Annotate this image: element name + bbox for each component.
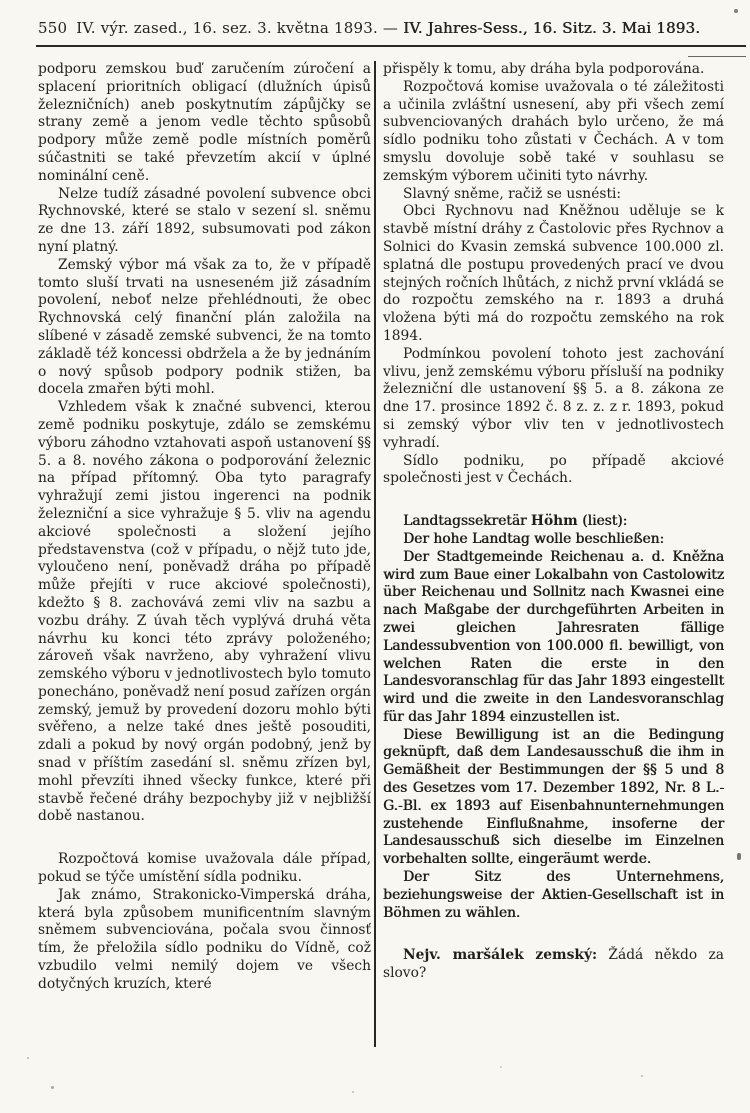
marshal-question-line [383, 947, 724, 983]
secretary-reading-line [383, 513, 724, 531]
column-divider [374, 61, 376, 1047]
left-column [38, 61, 371, 1047]
paragraph-german: Diese Bewilligung ist an die Bedingung geknüpft, daß dem Landesausschuß die ihm in Gemäßheit der Bestimmungen der §§ 5 und 8 des Gesetzes vom 17. Dezember 1892, Nr. 8 L.-G.-Bl. ex 1893 auf Eisenbahnunternehmungen zustehende Einflußnahme, insoferne der Landesausschuß sich dieselbe im Einzelnen vorbehalten sollte, eingeräumt werde. [383, 726, 724, 868]
paragraph: Sídlo podniku, po případě akciové společnosti jest v Čechách. [383, 452, 724, 487]
secretary-name: Höhm [530, 513, 578, 530]
ink-speck [734, 9, 738, 13]
right-column [383, 61, 724, 1047]
header-german-session: IV. Jahres-Sess., 16. Sitz. 3. Mai 1893. [403, 19, 701, 37]
ink-speck [641, 1075, 643, 1077]
paragraph: Rozpočtová komise uvažovala o té záležitosti a učinila zvláštní usnesení, aby při všech zemí subvenciovaných drahách bylo určeno, že má sídlo podniku toho zůstati v Čechách. A v tom smyslu dovoluje sobě také v souhlasu se zemským výborem učiniti tyto návrhy. [383, 78, 724, 184]
ink-speck [27, 1057, 29, 1059]
page-number: 550 [38, 19, 68, 37]
ink-speck [352, 1091, 354, 1093]
paragraph-german: Der Stadtgemeinde Reichenau a. d. Kněžna wird zum Baue einer Lokalbahn von Castolowitz über Reichenau und Sollnitz nach Kwasnei eine nach Maßgabe der durchgeführten Arbeiten in zwei gleichen Jahresraten fällige Landessubvention von 100.000 fl. bewilligt, von welchen Raten die erste in den Landesvoranschlag für das Jahr 1893 eingestellt wird und die zweite in den Landesvoranschlag für das Jahr 1894 einzustellen ist. [383, 548, 724, 725]
paragraph: podporu zemskou buď zaručením zúročení a splacení prioritních obligací (dlužních úpisů železničních) aneb poskytnutím zápůjčky se strany země a jenom vedle těchto spůsobů podpory může země podle místních poměrů súčastniti se také převzetím akcií v úplné nominální ceně. [38, 61, 371, 184]
two-column-text-block [38, 61, 724, 1047]
paragraph: přispěly k tomu, aby dráha byla podporována. [383, 61, 705, 77]
paragraph: Slavný sněme, račiž se usnésti: [403, 185, 622, 202]
header-rule [36, 45, 746, 47]
page-header [38, 19, 746, 37]
header-rule-dash [688, 56, 746, 57]
ink-speck [500, 1066, 502, 1068]
paragraph-german: Der Sitz des Unternehmens, beziehungsweise der Aktien-Gesellschaft ist in Böhmen zu wählen. [383, 869, 724, 921]
secretary-action: (liest): [577, 513, 628, 530]
ink-speck [51, 1086, 54, 1089]
paragraph: Jak známo, Strakonicko-Vimperská dráha, která byla způsobem munificentním slavným sněmem subvenciována, počala svou činnosť tím, že přeložila sídlo podniku do Vídně, což vzbudilo velmi nemilý dojem ve všech dotyčných kruzích, které [38, 886, 371, 992]
paragraph: Nelze tudíž zásadné povolení subvence obci Rychnovské, které se stalo v sezení sl. sněmu ze dne 13. září 1892, subsumovati pod zákon nyní platný. [38, 185, 371, 255]
paragraph: Vzhledem však k značné subvenci, kterou země podniku poskytuje, zdálo se zemskému výboru záhodno vztahovati aspoň ustanovení §§ 5. a 8. nového zákona o podporování železnic na případ přítomný. Oba tyto paragrafy vyhražují zemi jistou ingerenci na podnik železniční a sice vyhražuje § 5. vliv na agendu akciové společnosti a složení jejího představenstva (což v případu, o nějž tuto jde, vyloučeno není, poněvadž dráha po případě může přejíti v ruce akciové společnosti), kdežto § 8. zachovává zemi vliv na sazbu a vozbu dráhy. Z úvah těch vyplývá druhá věta návrhu ku konci této zprávy položeného; zároveň však navrženo, aby vyhražení vlivu zemského výboru v jednotlivostech bylo tomuto ponecháno, poněvadž není posud zařízen orgán zemský, jemuž by provedení dozoru mohlo býti svěřeno, a nelze také dnes ještě posouditi, zdali a pokud by nový orgán podobný, jenž by snad v příštím zasedání sl. sněmu zřízen byl, mohl převzíti ihned všecky funkce, které při stavbě řečené dráhy bezpochyby již v nejbližší době nastanou. [38, 399, 371, 825]
paragraph: Zemský výbor má však za to, že v případě tomto sluší trvati na usneseném již zásadním povolení, neboť nelze přehlédnouti, že obec Rychnovská celý finanční plán založila na slíbené v zásadě zemské subvenci, že na tomto základě též koncessi obdržela a že by jednáním o nový spůsob podpory podnik stižen, ba docela zmařen býti mohl. [38, 256, 371, 398]
secretary-title: Landtagssekretär [403, 513, 531, 530]
ink-speck [737, 853, 741, 860]
header-czech-session: IV. výr. zased., 16. sez. 3. května 1893. — [76, 19, 399, 37]
paragraph: Rozpočtová komise uvažovala dále případ, pokud se týče umístění sídla podniku. [38, 851, 371, 886]
marshal-question: Žádá někdo za slovo? [383, 947, 724, 982]
marshal-title: Nejv. maršálek zemský: [403, 947, 598, 964]
paragraph: Obci Rychnovu nad Kněžnou uděluje se k stavbě místní dráhy z Častolovic přes Rychnov a Solnici do Kvasin zemská subvence 100.000 zl. splatná dle postupu provedených prací ve dvou stejných ročních lhůtách, z nichž první vkládá se do rozpočtu zemského na r. 1893 a druhá vložena býti má do rozpočtu zemského na rok 1894. [383, 203, 724, 344]
paragraph-german: Der hohe Landtag wolle beschließen: [403, 530, 665, 547]
paragraph: Podmínkou povolení tohoto jest zachování vlivu, jenž zemskému výboru přísluší na podniky železniční dle ustanovení §§ 5. a 8. zákona ze dne 17. prosince 1892 č. 8 z. z. z r. 1893, pokud si zemský výbor vliv ten v jednotlivostech vyhradí. [383, 345, 724, 451]
